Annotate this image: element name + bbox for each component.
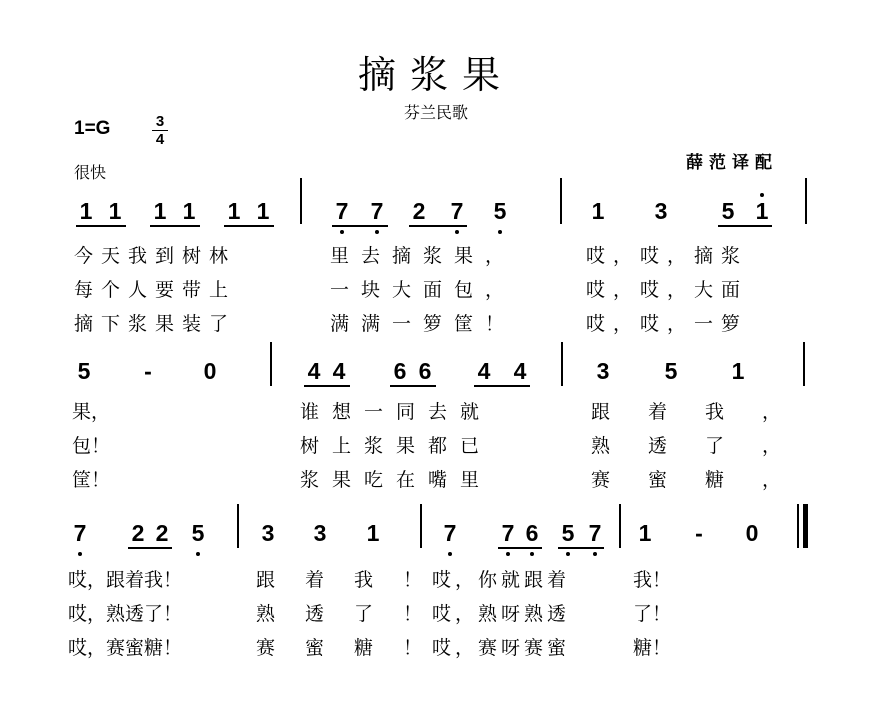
bar-line xyxy=(270,342,272,386)
note: 2 xyxy=(412,198,426,224)
beam-underline xyxy=(498,547,542,549)
beam-underline xyxy=(150,225,200,227)
note: 6 xyxy=(525,520,539,546)
lyric-verse1-seg2: 跟着我！ xyxy=(256,569,453,591)
note: 7 xyxy=(73,520,87,546)
octave-dot-low xyxy=(455,230,459,234)
note: 7 xyxy=(588,520,602,546)
lyric-verse1-seg3: 哎，你就跟着 xyxy=(432,569,571,591)
lyric-verse2-seg2: 一块大面包， xyxy=(330,279,517,301)
note: 2 xyxy=(131,520,145,546)
beam-underline xyxy=(76,225,126,227)
octave-dot-high xyxy=(760,193,764,197)
octave-dot-low xyxy=(340,230,344,234)
lyric-verse1-seg3: 跟着我， xyxy=(591,401,820,423)
song-origin: 芬兰民歌 xyxy=(403,103,468,122)
note: 5 xyxy=(77,358,91,384)
beam-underline xyxy=(304,385,350,387)
note: 1 xyxy=(638,520,652,546)
note: 4 xyxy=(513,358,527,384)
beam-underline xyxy=(474,385,530,387)
note: 2 xyxy=(155,520,169,546)
note: 1 xyxy=(108,198,122,224)
lyric-verse2-seg2: 树上浆果都已 xyxy=(300,435,493,457)
note: 5 xyxy=(561,520,575,546)
lyric-verse3-seg2: 赛蜜糖！ xyxy=(256,637,453,659)
beam-underline xyxy=(224,225,274,227)
beam-underline xyxy=(332,225,388,227)
time-signature-top: 3 xyxy=(155,113,165,130)
bar-line xyxy=(420,504,422,548)
key-signature: 1=G xyxy=(74,118,111,139)
lyric-verse1-seg1: 果， xyxy=(72,401,111,423)
note: 1 xyxy=(591,198,605,224)
note: 6 xyxy=(418,358,432,384)
note: 0 xyxy=(203,358,217,384)
lyric-verse2-seg1: 哎，熟透了！ xyxy=(68,603,183,625)
octave-dot-low xyxy=(498,230,502,234)
lyric-verse1-seg3: 哎，哎，摘浆 xyxy=(586,245,749,267)
bar-line xyxy=(561,342,563,386)
lyric-verse3-seg3: 赛蜜糖， xyxy=(591,469,820,491)
lyric-verse2-seg1: 每个人要带上 xyxy=(74,279,237,301)
bar-line xyxy=(560,178,562,224)
translator-credit: 薛范译配 xyxy=(686,153,778,173)
lyric-verse3-seg1: 筐！ xyxy=(72,469,111,491)
note: 5 xyxy=(191,520,205,546)
final-bar-line-thin xyxy=(797,504,799,548)
note: 7 xyxy=(335,198,349,224)
beam-underline xyxy=(409,225,467,227)
lyric-verse1-seg1: 今天我到树林 xyxy=(74,245,237,267)
note: 5 xyxy=(721,198,735,224)
octave-dot-low xyxy=(593,552,597,556)
note: 1 xyxy=(366,520,380,546)
note: 1 xyxy=(227,198,241,224)
note: 7 xyxy=(450,198,464,224)
lyric-verse3-seg1: 哎，赛蜜糖！ xyxy=(68,637,183,659)
octave-dot-low xyxy=(448,552,452,556)
note: 7 xyxy=(501,520,515,546)
bar-line xyxy=(619,504,621,548)
lyric-verse1-seg4: 我！ xyxy=(633,569,672,591)
note: 1 xyxy=(153,198,167,224)
note: 3 xyxy=(313,520,327,546)
lyric-verse1-seg1: 哎，跟着我！ xyxy=(68,569,183,591)
note: 7 xyxy=(443,520,457,546)
lyric-verse3-seg2: 满满一箩筐！ xyxy=(330,313,517,335)
note: 0 xyxy=(745,520,759,546)
note: 1 xyxy=(731,358,745,384)
note: 1 xyxy=(755,198,769,224)
beam-underline xyxy=(558,547,604,549)
octave-dot-low xyxy=(530,552,534,556)
lyric-verse3-seg3: 哎，赛呀赛蜜 xyxy=(432,637,571,659)
time-signature-bottom: 4 xyxy=(155,131,165,148)
bar-line xyxy=(237,504,239,548)
note: 5 xyxy=(664,358,678,384)
beam-underline xyxy=(718,225,772,227)
lyric-verse2-seg2: 熟透了！ xyxy=(256,603,453,625)
lyric-verse2-seg1: 包！ xyxy=(72,435,111,457)
octave-dot-low xyxy=(566,552,570,556)
note: 3 xyxy=(654,198,668,224)
note: 4 xyxy=(332,358,346,384)
tempo-marking: 很快 xyxy=(74,163,107,182)
note-dash: - xyxy=(144,358,152,384)
lyric-verse2-seg4: 了！ xyxy=(633,603,672,625)
note: 1 xyxy=(182,198,196,224)
beam-underline xyxy=(128,547,172,549)
note: 6 xyxy=(393,358,407,384)
octave-dot-low xyxy=(78,552,82,556)
lyric-verse2-seg3: 哎，熟呀熟透 xyxy=(432,603,571,625)
note: 7 xyxy=(370,198,384,224)
note: 3 xyxy=(596,358,610,384)
note: 1 xyxy=(79,198,93,224)
lyric-verse3-seg3: 哎，哎，一箩 xyxy=(586,313,749,335)
final-bar-line-thick xyxy=(803,504,808,548)
octave-dot-low xyxy=(375,230,379,234)
song-title: 摘浆果 xyxy=(357,53,514,97)
note: 4 xyxy=(307,358,321,384)
lyric-verse1-seg2: 谁想一同去就 xyxy=(300,401,493,423)
lyric-verse3-seg1: 摘下浆果装了 xyxy=(74,313,237,335)
bar-line xyxy=(803,342,805,386)
lyric-verse2-seg3: 哎，哎，大面 xyxy=(586,279,749,301)
lyric-verse1-seg2: 里去摘浆果， xyxy=(330,245,517,267)
octave-dot-low xyxy=(506,552,510,556)
beam-underline xyxy=(390,385,436,387)
note: 5 xyxy=(493,198,507,224)
time-signature xyxy=(152,114,168,147)
bar-line xyxy=(805,178,807,224)
octave-dot-low xyxy=(196,552,200,556)
lyric-verse2-seg3: 熟透了， xyxy=(591,435,820,457)
bar-line xyxy=(300,178,302,224)
note: 4 xyxy=(477,358,491,384)
note: 1 xyxy=(256,198,270,224)
lyric-verse3-seg4: 糖！ xyxy=(633,637,672,659)
note: 3 xyxy=(261,520,275,546)
lyric-verse3-seg2: 浆果吃在嘴里 xyxy=(300,469,493,491)
note-dash: - xyxy=(695,520,703,546)
